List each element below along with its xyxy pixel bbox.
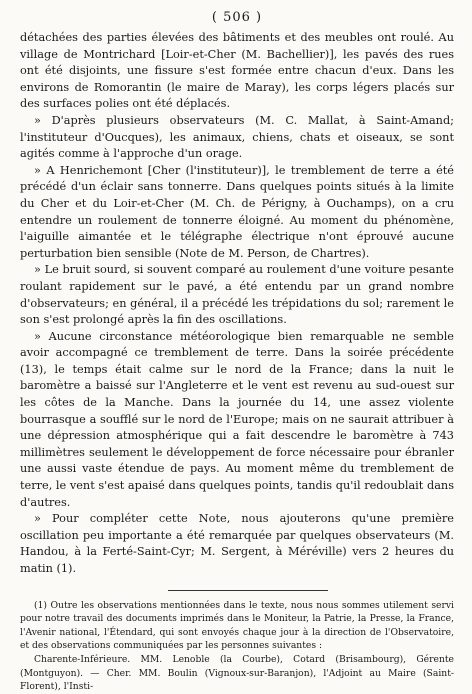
body-text: [20, 30, 454, 578]
paragraph-5: » Aucune circonstance météorologique bien remarquable ne semble avoir accompagné ce tremblement de terre. Dans la soirée précédente (13), le temps était calme sur le nord de la France; dans la nuit le baromètre a baissé sur l'Angleterre et le vent est revenu au sud-ouest sur les côtes de la Manche. Dans la journée du 14, une assez violente bourrasque a soufflé sur le nord de l'Europe; mais on ne saurait attribuer à une dépression atmosphérique qui a fait descendre le baromètre à 743 millimètres seulement le développement de force nécessaire pour ébranler une aussi vaste étendue de pays. Au moment même du tremblement de terre, le vent s'est apaisé dans quelques points, tandis qu'il redoublait dans d'autres.: [20, 329, 454, 509]
footnote: [20, 599, 454, 694]
paragraph-4: » Le bruit sourd, si souvent comparé au roulement d'une voiture pesante roulant rapidement sur le pavé, a été entendu par un grand nombre d'observateurs; en général, il a précédé les trépidations du sol; rarement le son s'est prolongé après la fin des oscillations.: [20, 263, 454, 327]
paragraph-3: » A Henrichemont [Cher (l'instituteur)], le tremblement de terre a été précédé d'un éclair sans tonnerre. Dans quelques points situés à la limite du Cher et du Loir-et-Cher (M. Ch. de Périgny, à Ouchamps), on a cru entendre un roulement de tonnerre éloigné. Au moment du phénomène, l'aiguille aimantée et le télégraphe électrique n'ont éprouvé aucune perturbation bien sensible (Note de M. Person, de Chartres).: [20, 163, 454, 260]
page-number: ( 506 ): [211, 10, 263, 25]
footnote-list: Charente-Inférieure. MM. Lenoble (la Courbe), Cotard (Brisambourg), Gérente (Montguyon). — Cher. MM. Boulin (Vignoux-sur-Baranjon), l'Adjoint au Maire (Saint-Florent), l'Insti-: [20, 653, 454, 693]
footnote-divider: [168, 590, 328, 591]
paragraph-1: détachées des parties élevées des bâtiments et des meubles ont roulé. Au village de Montrichard [Loir-et-Cher (M. Bachellier)], les pavés des rues ont été disjoints, une fissure s'est formée entre chacun d'eux. Dans les environs de Romorantin (le maire de Maray), les corps légers placés sur des surfaces polies ont été déplacés.: [20, 31, 454, 111]
footnote-main: (1) Outre les observations mentionnées dans le texte, nous nous sommes utilement servi pour notre travail des documents imprimés dans le Moniteur, la Patrie, la Presse, la France, l'Avenir national, l'Étendard, qui sont envoyés chaque jour à la direction de l'Observatoire, et des observations communiquées par les personnes suivantes :: [20, 599, 454, 652]
paragraph-6: » Pour compléter cette Note, nous ajouterons qu'une première oscillation peu importante a été remarquée par quelques observateurs (M. Handou, à la Ferté-Saint-Cyr; M. Sergent, à Méréville) vers 2 heures du matin (1).: [20, 512, 454, 575]
paragraph-2: » D'après plusieurs observateurs (M. C. Mallat, à Saint-Amand; l'instituteur d'Oucques), les animaux, chiens, chats et oiseaux, se sont agités comme à l'approche d'un orage.: [20, 113, 454, 161]
